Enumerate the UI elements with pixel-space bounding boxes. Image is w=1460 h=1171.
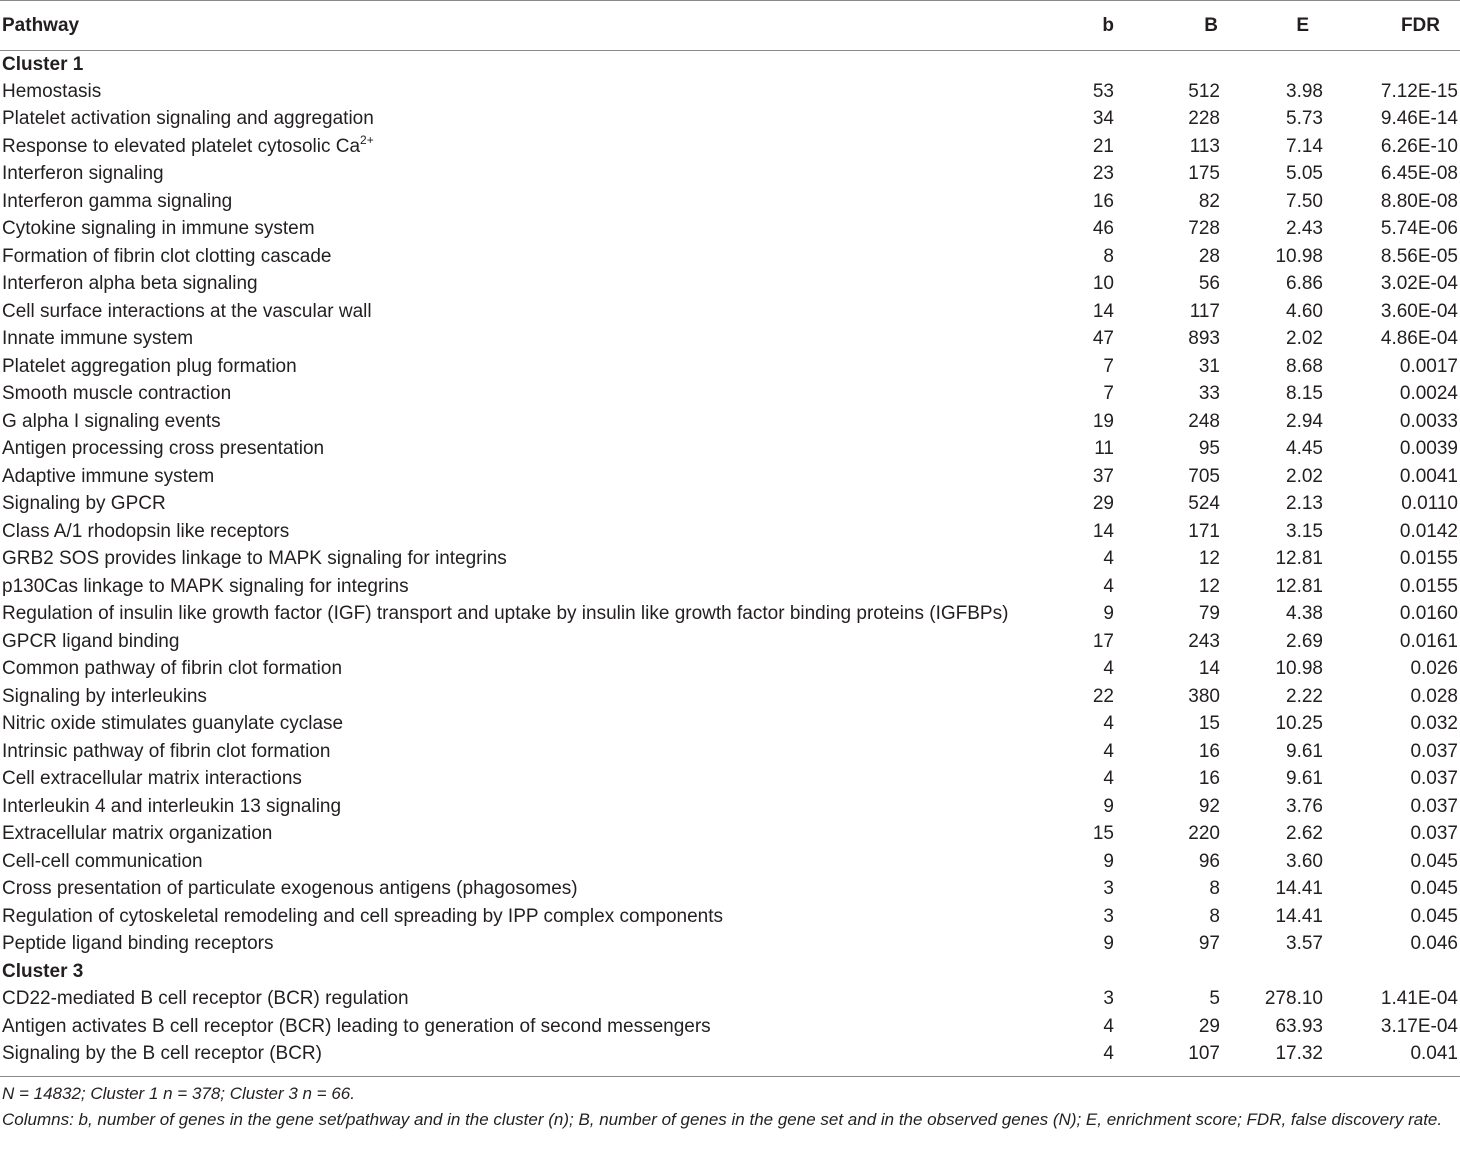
B-cell: 96 xyxy=(1198,850,1220,872)
fdr-cell: 0.045 xyxy=(1410,905,1458,927)
pathway-name: Extracellular matrix organization xyxy=(2,823,273,845)
table-row xyxy=(0,326,1460,354)
b-cell: 14 xyxy=(1092,300,1114,322)
b-cell: 9 xyxy=(1103,933,1114,955)
pathway-cell xyxy=(0,986,1040,1014)
B-cell: 243 xyxy=(1188,630,1220,652)
fdr-cell: 0.0039 xyxy=(1399,438,1458,460)
b-cell: 4 xyxy=(1103,548,1114,570)
fdr-cell: 1.41E-04 xyxy=(1380,988,1458,1010)
e-cell: 5.73 xyxy=(1286,108,1323,130)
fdr-cell: 0.037 xyxy=(1410,768,1458,790)
fdr-cell: 0.0110 xyxy=(1401,493,1458,515)
e-cell: 2.62 xyxy=(1286,823,1323,845)
table-row xyxy=(0,491,1460,519)
fdr-cell: 0.0142 xyxy=(1399,520,1458,542)
table-row xyxy=(0,271,1460,299)
B-cell: 8 xyxy=(1209,905,1220,927)
B-cell: 16 xyxy=(1198,768,1220,790)
b-cell: 14 xyxy=(1092,520,1114,542)
B-cell: 228 xyxy=(1188,108,1220,130)
B-cell: 15 xyxy=(1198,713,1220,735)
B-cell: 79 xyxy=(1198,603,1220,625)
table-row xyxy=(0,133,1460,161)
fdr-cell: 0.037 xyxy=(1410,823,1458,845)
pathway-cell xyxy=(0,188,1040,216)
table-row xyxy=(0,353,1460,381)
fdr-cell: 0.037 xyxy=(1410,740,1458,762)
pathway-cell xyxy=(0,546,1040,574)
pathway-name: GRB2 SOS provides linkage to MAPK signaling for integrins xyxy=(2,548,507,570)
pathway-name: Regulation of insulin like growth factor (IGF) transport and uptake by insulin like growth factor binding proteins (IGFBPs) xyxy=(2,603,1009,625)
pathway-cell xyxy=(0,326,1040,354)
fdr-cell: 5.74E-06 xyxy=(1380,218,1458,240)
fdr-cell: 0.0161 xyxy=(1399,630,1458,652)
e-cell: 2.22 xyxy=(1286,685,1323,707)
table-row xyxy=(0,1041,1460,1069)
e-cell: 3.98 xyxy=(1286,80,1323,102)
e-cell: 2.02 xyxy=(1286,328,1323,350)
pathway-cell xyxy=(0,1041,1040,1069)
table-row xyxy=(0,381,1460,409)
table-row xyxy=(0,463,1460,491)
B-cell: 220 xyxy=(1188,823,1220,845)
b-cell: 46 xyxy=(1092,218,1114,240)
pathway-name: Interferon alpha beta signaling xyxy=(2,273,258,295)
pathway-name: Signaling by the B cell receptor (BCR) xyxy=(2,1043,322,1065)
pathway-name: Antigen activates B cell receptor (BCR) leading to generation of second messengers xyxy=(2,1015,711,1037)
pathway-name: Regulation of cytoskeletal remodeling and cell spreading by IPP complex components xyxy=(2,905,724,927)
pathway-name: Nitric oxide stimulates guanylate cyclase xyxy=(2,713,344,735)
b-cell: 3 xyxy=(1103,988,1114,1010)
e-cell: 9.61 xyxy=(1286,768,1323,790)
b-cell: 21 xyxy=(1092,135,1114,157)
fdr-cell: 0.0033 xyxy=(1399,410,1458,432)
fdr-cell: 0.037 xyxy=(1410,795,1458,817)
pathway-name: GPCR ligand binding xyxy=(2,630,180,652)
B-cell: 12 xyxy=(1198,548,1220,570)
pathway-cell xyxy=(0,216,1040,244)
B-cell: 5 xyxy=(1209,988,1220,1010)
B-cell: 56 xyxy=(1198,273,1220,295)
e-cell: 3.60 xyxy=(1286,850,1323,872)
B-cell: 31 xyxy=(1198,355,1220,377)
pathway-name: Intrinsic pathway of fibrin clot formation xyxy=(2,740,331,762)
fdr-cell: 0.046 xyxy=(1410,933,1458,955)
pathway-name: Smooth muscle contraction xyxy=(2,383,232,405)
e-cell: 2.43 xyxy=(1286,218,1323,240)
B-cell: 28 xyxy=(1198,245,1220,267)
e-cell: 14.41 xyxy=(1275,905,1323,927)
B-cell: 107 xyxy=(1188,1043,1220,1065)
table-row xyxy=(0,986,1460,1014)
pathway-name: Class A/1 rhodopsin like receptors xyxy=(2,520,290,542)
pathway-cell xyxy=(0,463,1040,491)
e-cell: 4.45 xyxy=(1286,438,1323,460)
b-cell: 22 xyxy=(1092,685,1114,707)
fdr-cell: 0.0017 xyxy=(1399,355,1458,377)
cluster-header-row xyxy=(0,958,1460,986)
b-cell: 4 xyxy=(1103,713,1114,735)
fdr-cell: 0.032 xyxy=(1410,713,1458,735)
b-cell: 4 xyxy=(1103,768,1114,790)
fdr-cell: 3.02E-04 xyxy=(1380,273,1458,295)
fdr-cell: 0.0155 xyxy=(1399,575,1458,597)
fdr-cell: 0.0160 xyxy=(1399,603,1458,625)
b-cell: 34 xyxy=(1092,108,1114,130)
pathway-cell xyxy=(0,793,1040,821)
b-cell: 37 xyxy=(1092,465,1114,487)
header-B: B xyxy=(1140,1,1240,51)
B-cell: 33 xyxy=(1198,383,1220,405)
fdr-cell: 4.86E-04 xyxy=(1380,328,1458,350)
table-row xyxy=(0,931,1460,959)
pathway-cell xyxy=(0,931,1040,959)
pathway-name: Common pathway of fibrin clot formation xyxy=(2,658,343,680)
e-cell: 4.38 xyxy=(1286,603,1323,625)
pathway-name: G alpha I signaling events xyxy=(2,410,221,432)
header-row xyxy=(0,1,1460,51)
fdr-cell: 0.0155 xyxy=(1399,548,1458,570)
pathway-superscript: 2+ xyxy=(360,132,374,147)
B-cell: 728 xyxy=(1188,218,1220,240)
B-cell: 524 xyxy=(1188,493,1220,515)
B-cell: 893 xyxy=(1188,328,1220,350)
cluster-title: Cluster 3 xyxy=(2,960,84,982)
B-cell: 113 xyxy=(1189,135,1220,157)
pathway-cell xyxy=(0,491,1040,519)
b-cell: 9 xyxy=(1103,795,1114,817)
b-cell: 17 xyxy=(1092,630,1114,652)
note-columns: Columns: b, number of genes in the gene set/pathway and in the cluster (n); B, number of genes in the gene set and in the observed genes (N); E, enrichment score; FDR, false discovery rate. xyxy=(2,1110,1443,1129)
pathway-name: Cross presentation of particulate exogenous antigens (phagosomes) xyxy=(2,878,578,900)
header-b: b xyxy=(1040,1,1140,51)
fdr-cell: 8.80E-08 xyxy=(1380,190,1458,212)
pathway-name: Signaling by interleukins xyxy=(2,685,207,707)
fdr-cell: 9.46E-14 xyxy=(1380,108,1458,130)
table-row xyxy=(0,106,1460,134)
fdr-cell: 3.60E-04 xyxy=(1380,300,1458,322)
e-cell: 2.69 xyxy=(1286,630,1323,652)
pathway-cell xyxy=(0,656,1040,684)
B-cell: 380 xyxy=(1188,685,1220,707)
pathway-name: p130Cas linkage to MAPK signaling for integrins xyxy=(2,575,409,597)
pathway-name: Interleukin 4 and interleukin 13 signaling xyxy=(2,795,342,817)
e-cell: 4.60 xyxy=(1286,300,1323,322)
pathway-cell xyxy=(0,1013,1040,1041)
b-cell: 23 xyxy=(1092,163,1114,185)
e-cell: 5.05 xyxy=(1286,163,1323,185)
table-row xyxy=(0,518,1460,546)
table-row xyxy=(0,546,1460,574)
fdr-cell: 0.045 xyxy=(1410,850,1458,872)
pathway-cell xyxy=(0,381,1040,409)
pathway-cell xyxy=(0,601,1040,629)
e-cell: 12.81 xyxy=(1275,548,1323,570)
pathway-cell xyxy=(0,133,1040,161)
b-cell: 7 xyxy=(1103,355,1114,377)
table-row xyxy=(0,766,1460,794)
table-row xyxy=(0,78,1460,106)
B-cell: 97 xyxy=(1198,933,1220,955)
pathway-name: Cell extracellular matrix interactions xyxy=(2,768,302,790)
pathway-cell xyxy=(0,271,1040,299)
B-cell: 92 xyxy=(1198,795,1220,817)
b-cell: 9 xyxy=(1103,850,1114,872)
fdr-cell: 8.56E-05 xyxy=(1380,245,1458,267)
pathway-cell xyxy=(0,903,1040,931)
pathway-name: Cell-cell communication xyxy=(2,850,203,872)
fdr-cell: 0.045 xyxy=(1410,878,1458,900)
e-cell: 2.02 xyxy=(1286,465,1323,487)
fdr-cell: 0.041 xyxy=(1410,1043,1458,1065)
pathway-cell xyxy=(0,161,1040,189)
pathway-cell xyxy=(0,683,1040,711)
pathway-cell xyxy=(0,821,1040,849)
e-cell: 14.41 xyxy=(1275,878,1323,900)
fdr-cell: 0.028 xyxy=(1410,685,1458,707)
e-cell: 10.98 xyxy=(1275,658,1323,680)
table-row xyxy=(0,573,1460,601)
pathway-cell xyxy=(0,876,1040,904)
B-cell: 14 xyxy=(1198,658,1220,680)
pathway-cell xyxy=(0,298,1040,326)
pathway-cell xyxy=(0,848,1040,876)
table-row xyxy=(0,216,1460,244)
e-cell: 3.76 xyxy=(1286,795,1323,817)
fdr-cell: 6.45E-08 xyxy=(1380,163,1458,185)
pathway-name: Formation of fibrin clot clotting cascade xyxy=(2,245,332,267)
B-cell: 12 xyxy=(1198,575,1220,597)
cluster-title: Cluster 1 xyxy=(2,53,84,75)
e-cell: 7.14 xyxy=(1286,135,1323,157)
b-cell: 15 xyxy=(1092,823,1114,845)
e-cell: 12.81 xyxy=(1275,575,1323,597)
pathway-name: Cell surface interactions at the vascular wall xyxy=(2,300,372,322)
B-cell: 82 xyxy=(1198,190,1220,212)
table-row xyxy=(0,161,1460,189)
e-cell: 278.10 xyxy=(1264,988,1323,1010)
table-row xyxy=(0,738,1460,766)
cluster-header-row xyxy=(0,51,1460,79)
header-e: E xyxy=(1240,1,1345,51)
pathway-name: Hemostasis xyxy=(2,80,102,102)
B-cell: 29 xyxy=(1198,1015,1220,1037)
B-cell: 16 xyxy=(1198,740,1220,762)
e-cell: 10.25 xyxy=(1275,713,1323,735)
fdr-cell: 0.0041 xyxy=(1399,465,1458,487)
table-row xyxy=(0,793,1460,821)
pathway-cell xyxy=(0,711,1040,739)
header-fdr: FDR xyxy=(1345,1,1460,51)
pathway-name: Platelet aggregation plug formation xyxy=(2,355,297,377)
table-row xyxy=(0,711,1460,739)
pathway-cell xyxy=(0,573,1040,601)
b-cell: 7 xyxy=(1103,383,1114,405)
pathway-cell xyxy=(0,78,1040,106)
pathway-cell xyxy=(0,408,1040,436)
b-cell: 19 xyxy=(1092,410,1114,432)
pathway-cell xyxy=(0,518,1040,546)
table-row xyxy=(0,683,1460,711)
pathway-name: Interferon signaling xyxy=(2,163,164,185)
B-cell: 95 xyxy=(1198,438,1220,460)
b-cell: 16 xyxy=(1092,190,1114,212)
e-cell: 9.61 xyxy=(1286,740,1323,762)
fdr-cell: 7.12E-15 xyxy=(1380,80,1458,102)
pathway-name: Adaptive immune system xyxy=(2,465,215,487)
b-cell: 3 xyxy=(1103,878,1114,900)
table-row xyxy=(0,821,1460,849)
table-notes xyxy=(0,1077,1460,1133)
pathway-cell xyxy=(0,738,1040,766)
table-row xyxy=(0,656,1460,684)
B-cell: 175 xyxy=(1188,163,1220,185)
e-cell: 3.57 xyxy=(1286,933,1323,955)
fdr-cell: 0.0024 xyxy=(1399,383,1458,405)
table-body xyxy=(0,51,1460,1069)
table-row xyxy=(0,188,1460,216)
table-row xyxy=(0,601,1460,629)
table-row xyxy=(0,848,1460,876)
pathway-name: Innate immune system xyxy=(2,328,194,350)
pathway-name: CD22-mediated B cell receptor (BCR) regulation xyxy=(2,988,409,1010)
e-cell: 3.15 xyxy=(1286,520,1323,542)
e-cell: 7.50 xyxy=(1286,190,1323,212)
b-cell: 10 xyxy=(1092,273,1114,295)
b-cell: 8 xyxy=(1103,245,1114,267)
fdr-cell: 3.17E-04 xyxy=(1380,1015,1458,1037)
B-cell: 171 xyxy=(1188,520,1220,542)
B-cell: 248 xyxy=(1188,410,1220,432)
e-cell: 8.15 xyxy=(1286,383,1323,405)
table-row xyxy=(0,243,1460,271)
pathway-cell xyxy=(0,766,1040,794)
table-row xyxy=(0,436,1460,464)
b-cell: 9 xyxy=(1103,603,1114,625)
header-pathway: Pathway xyxy=(0,1,1040,51)
table-row xyxy=(0,408,1460,436)
pathway-cell xyxy=(0,353,1040,381)
table-row xyxy=(0,876,1460,904)
fdr-cell: 0.026 xyxy=(1410,658,1458,680)
e-cell: 6.86 xyxy=(1286,273,1323,295)
note-sample-sizes: N = 14832; Cluster 1 n = 378; Cluster 3 n = 66. xyxy=(2,1084,355,1103)
b-cell: 4 xyxy=(1103,1015,1114,1037)
e-cell: 17.32 xyxy=(1275,1043,1323,1065)
pathway-cell xyxy=(0,106,1040,134)
e-cell: 2.94 xyxy=(1286,410,1323,432)
e-cell: 8.68 xyxy=(1286,355,1323,377)
b-cell: 4 xyxy=(1103,658,1114,680)
b-cell: 11 xyxy=(1094,438,1114,460)
B-cell: 117 xyxy=(1189,300,1220,322)
pathway-name: Signaling by GPCR xyxy=(2,493,166,515)
b-cell: 4 xyxy=(1103,575,1114,597)
fdr-cell: 6.26E-10 xyxy=(1380,135,1458,157)
e-cell: 63.93 xyxy=(1275,1015,1323,1037)
pathway-name: Cytokine signaling in immune system xyxy=(2,218,315,240)
table-row xyxy=(0,903,1460,931)
pathway-name: Response to elevated platelet cytosolic Ca xyxy=(2,135,361,157)
pathway-name: Peptide ligand binding receptors xyxy=(2,933,274,955)
b-cell: 29 xyxy=(1092,493,1114,515)
table-row xyxy=(0,298,1460,326)
b-cell: 3 xyxy=(1103,905,1114,927)
pathway-name: Interferon gamma signaling xyxy=(2,190,233,212)
B-cell: 8 xyxy=(1209,878,1220,900)
table-row xyxy=(0,628,1460,656)
b-cell: 4 xyxy=(1103,740,1114,762)
e-cell: 10.98 xyxy=(1275,245,1323,267)
pathway-name: Antigen processing cross presentation xyxy=(2,438,325,460)
table-row xyxy=(0,1013,1460,1041)
pathway-cell xyxy=(0,436,1040,464)
b-cell: 4 xyxy=(1103,1043,1114,1065)
e-cell: 2.13 xyxy=(1286,493,1323,515)
B-cell: 512 xyxy=(1188,80,1220,102)
B-cell: 705 xyxy=(1188,465,1220,487)
pathway-cell xyxy=(0,243,1040,271)
pathway-name: Platelet activation signaling and aggregation xyxy=(2,108,374,130)
pathway-cell xyxy=(0,628,1040,656)
b-cell: 47 xyxy=(1092,328,1114,350)
b-cell: 53 xyxy=(1092,80,1114,102)
